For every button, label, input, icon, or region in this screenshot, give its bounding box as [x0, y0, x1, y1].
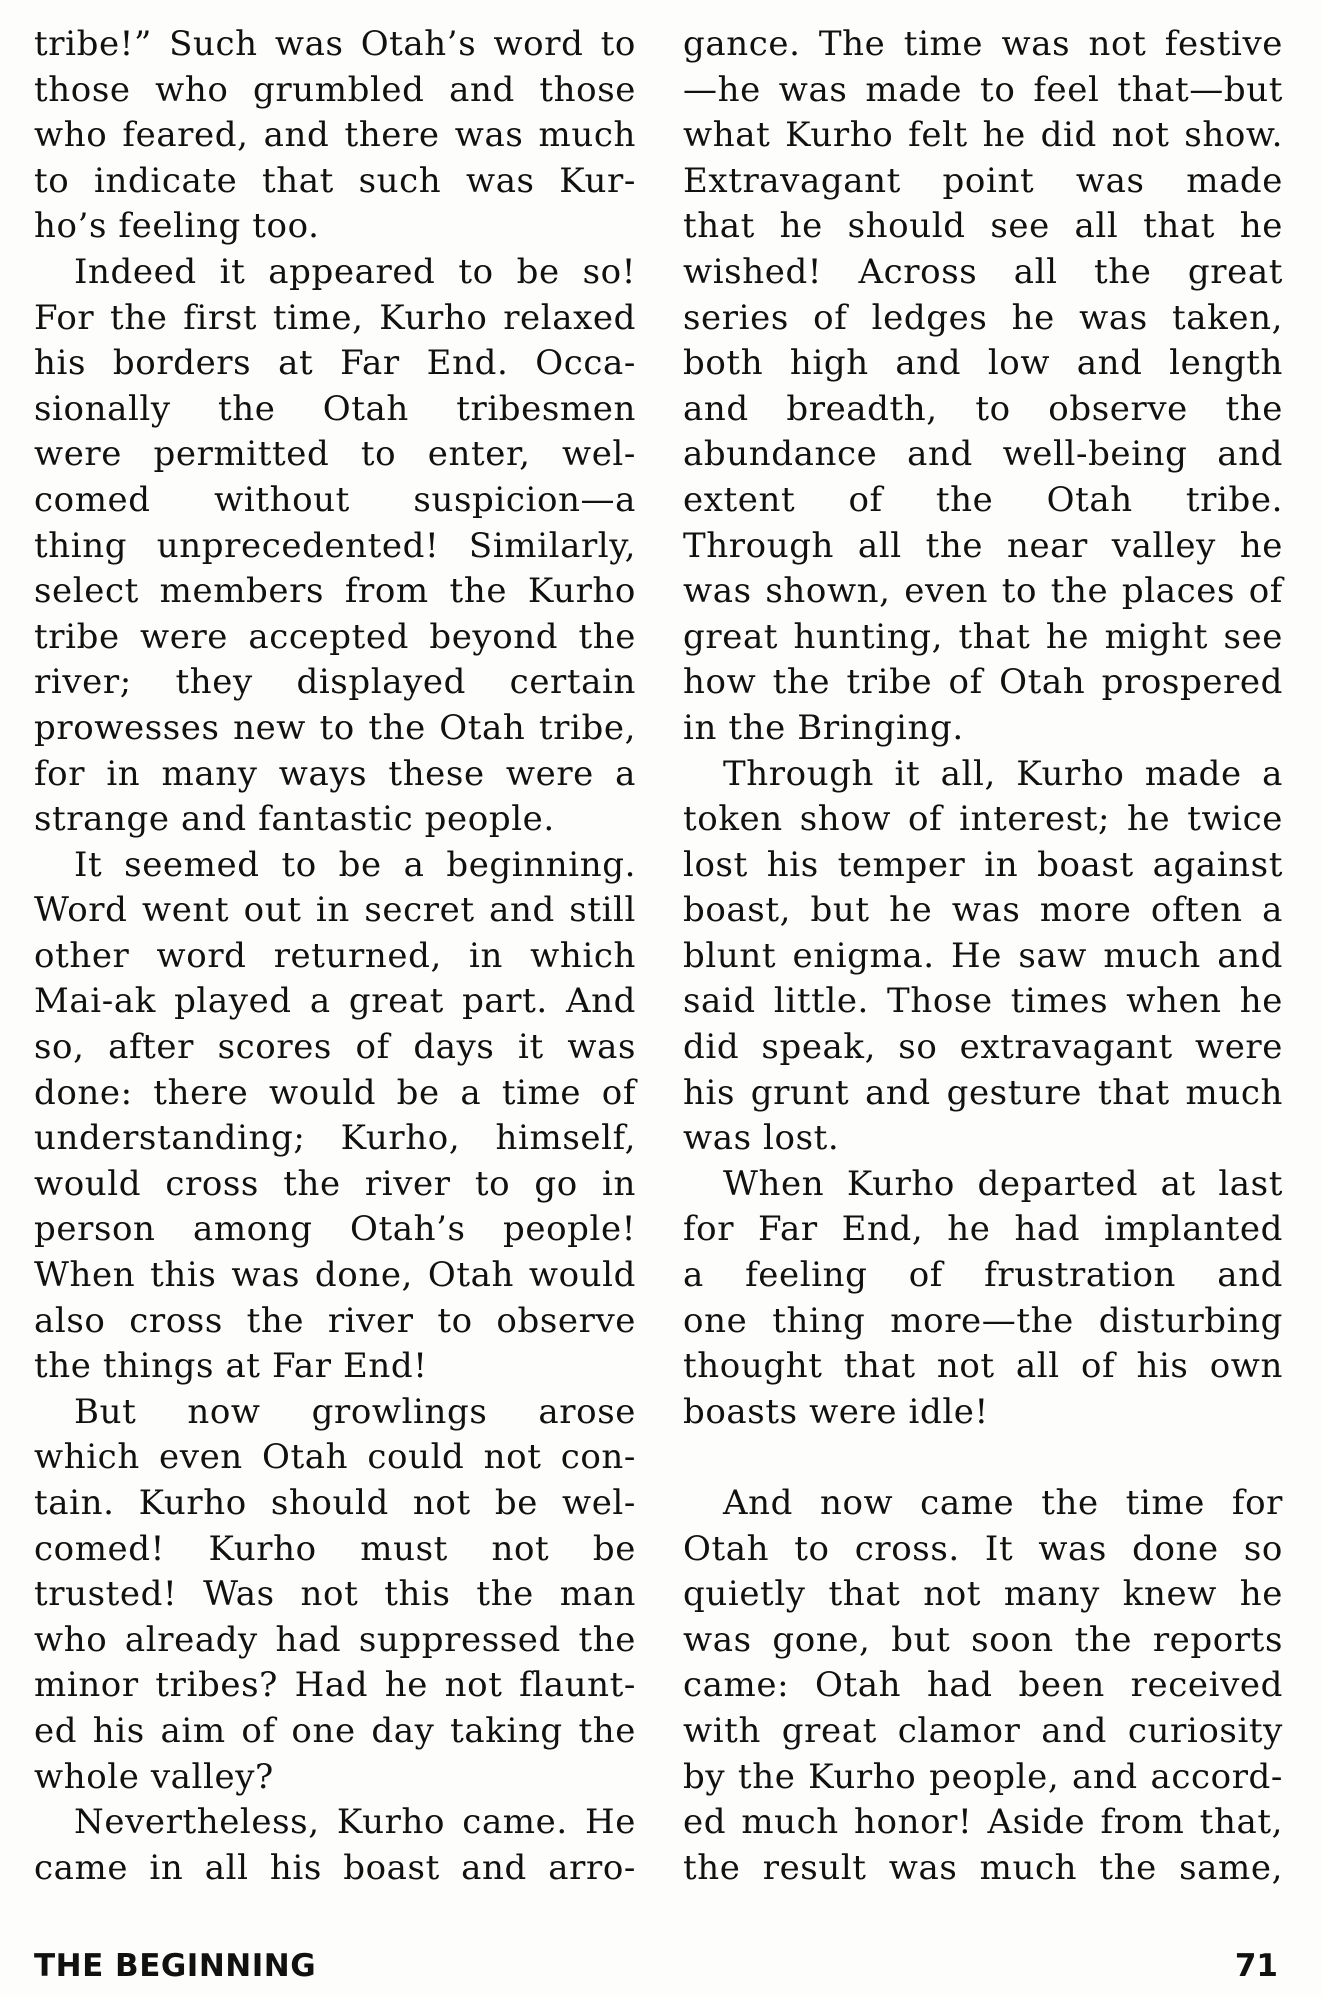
text-line: for Far End, he had implanted: [683, 1209, 1283, 1250]
text-line: who feared, and there was much: [34, 115, 636, 156]
text-line: so, after scores of days it was: [34, 1027, 636, 1068]
text-line: for in many ways these were a: [34, 753, 636, 794]
text-line: —he was made to feel that—but: [683, 69, 1283, 110]
text-line: great hunting, that he might see: [683, 616, 1283, 657]
text-line: in the Bringing.: [683, 707, 964, 748]
text-line: ed much honor! Aside from that,: [683, 1802, 1283, 1843]
text-line: those who grumbled and those: [34, 69, 636, 110]
text-line: comed without suspicion—a: [34, 479, 636, 520]
text-line: came in all his boast and arro-: [34, 1847, 636, 1888]
text-line: abundance and well-being and: [683, 434, 1283, 475]
text-line: gance. The time was not festive: [683, 24, 1283, 64]
text-line: comed! Kurho must not be: [34, 1528, 636, 1569]
text-line: which even Otah could not con-: [34, 1437, 636, 1478]
text-line: other word returned, in which: [34, 935, 636, 976]
text-line: strange and fantastic people.: [34, 799, 555, 840]
text-line: understanding; Kurho, himself,: [34, 1118, 636, 1159]
text-line: his borders at Far End. Occa-: [34, 343, 636, 384]
text-line: what Kurho felt he did not show.: [683, 115, 1283, 156]
running-title: THE BEGINNING: [34, 1948, 317, 1984]
text-line: Extravagant point was made: [683, 160, 1283, 201]
text-line: wished! Across all the great: [683, 251, 1283, 292]
text-line: Mai-ak played a great part. And: [34, 981, 636, 1022]
text-line: For the first time, Kurho relaxed: [34, 297, 636, 338]
text-line: was gone, but soon the reports: [683, 1619, 1283, 1660]
text-line: boast, but he was more often a: [683, 890, 1283, 931]
text-line: token show of interest; he twice: [683, 799, 1283, 840]
text-line: said little. Those times when he: [683, 981, 1283, 1022]
text-line: the things at Far End!: [34, 1346, 428, 1387]
text-line: who already had suppressed the: [34, 1619, 636, 1660]
right-text-column: [683, 22, 1283, 1891]
text-line: When Kurho departed at last: [723, 1163, 1283, 1204]
text-line: were permitted to enter, wel-: [34, 434, 636, 475]
text-line: came: Otah had been received: [683, 1665, 1283, 1706]
text-line: was shown, even to the places of: [683, 571, 1283, 612]
left-text-column: [34, 22, 636, 1891]
text-line: extent of the Otah tribe.: [683, 479, 1283, 520]
page-number: 71: [1234, 1948, 1278, 1984]
text-line: ho’s feeling too.: [34, 206, 320, 247]
text-line: quietly that not many knew he: [683, 1574, 1283, 1615]
text-line: person among Otah’s people!: [34, 1209, 636, 1250]
text-line: But now growlings arose: [74, 1391, 636, 1432]
text-line: blunt enigma. He saw much and: [683, 935, 1283, 976]
text-line: how the tribe of Otah prospered: [683, 662, 1283, 703]
text-line: thing unprecedented! Similarly,: [34, 525, 636, 566]
text-line: Through all the near valley he: [683, 525, 1283, 566]
text-line: And now came the time for: [723, 1483, 1283, 1523]
text-line: series of ledges he was taken,: [683, 297, 1283, 338]
text-line: lost his temper in boast against: [683, 844, 1283, 885]
text-line: Through it all, Kurho made a: [723, 753, 1283, 794]
text-line: done: there would be a time of: [34, 1072, 636, 1113]
text-line: whole valley?: [34, 1756, 274, 1797]
text-line: would cross the river to go in: [34, 1163, 636, 1204]
text-line: to indicate that such was Kur-: [34, 160, 636, 201]
text-line: tribe were accepted beyond the: [34, 616, 636, 657]
text-line: boasts were idle!: [683, 1391, 989, 1432]
text-line: with great clamor and curiosity: [683, 1710, 1283, 1751]
text-line: prowesses new to the Otah tribe,: [34, 707, 636, 748]
text-line: trusted! Was not this the man: [34, 1574, 636, 1615]
text-line: minor tribes? Had he not flaunt-: [34, 1665, 636, 1706]
paragraph-gap: [683, 1435, 1283, 1481]
text-line: was lost.: [683, 1118, 840, 1159]
text-line: and breadth, to observe the: [683, 388, 1283, 429]
text-line: one thing more—the disturbing: [683, 1300, 1283, 1341]
text-line: tribe!” Such was Otah’s word to: [34, 24, 636, 64]
text-line: When this was done, Otah would: [34, 1255, 636, 1296]
text-line: Word went out in secret and still: [34, 890, 636, 931]
text-line: ed his aim of one day taking the: [34, 1710, 636, 1751]
text-line: also cross the river to observe: [34, 1300, 636, 1341]
text-line: tain. Kurho should not be wel-: [34, 1483, 636, 1523]
text-line: sionally the Otah tribesmen: [34, 388, 636, 429]
text-line: the result was much the same,: [683, 1847, 1283, 1888]
text-line: thought that not all of his own: [683, 1346, 1283, 1387]
text-line: that he should see all that he: [683, 206, 1283, 247]
text-line: Otah to cross. It was done so: [683, 1528, 1283, 1569]
text-line: select members from the Kurho: [34, 571, 636, 612]
text-line: by the Kurho people, and accord-: [683, 1756, 1283, 1797]
text-line: It seemed to be a beginning.: [74, 844, 636, 885]
text-line: did speak, so extravagant were: [683, 1027, 1283, 1068]
text-line: a feeling of frustration and: [683, 1255, 1283, 1296]
text-line: Nevertheless, Kurho came. He: [74, 1802, 636, 1843]
text-line: Indeed it appeared to be so!: [74, 251, 636, 292]
text-line: his grunt and gesture that much: [683, 1072, 1283, 1113]
text-line: river; they displayed certain: [34, 662, 636, 703]
text-line: both high and low and length: [683, 343, 1283, 384]
